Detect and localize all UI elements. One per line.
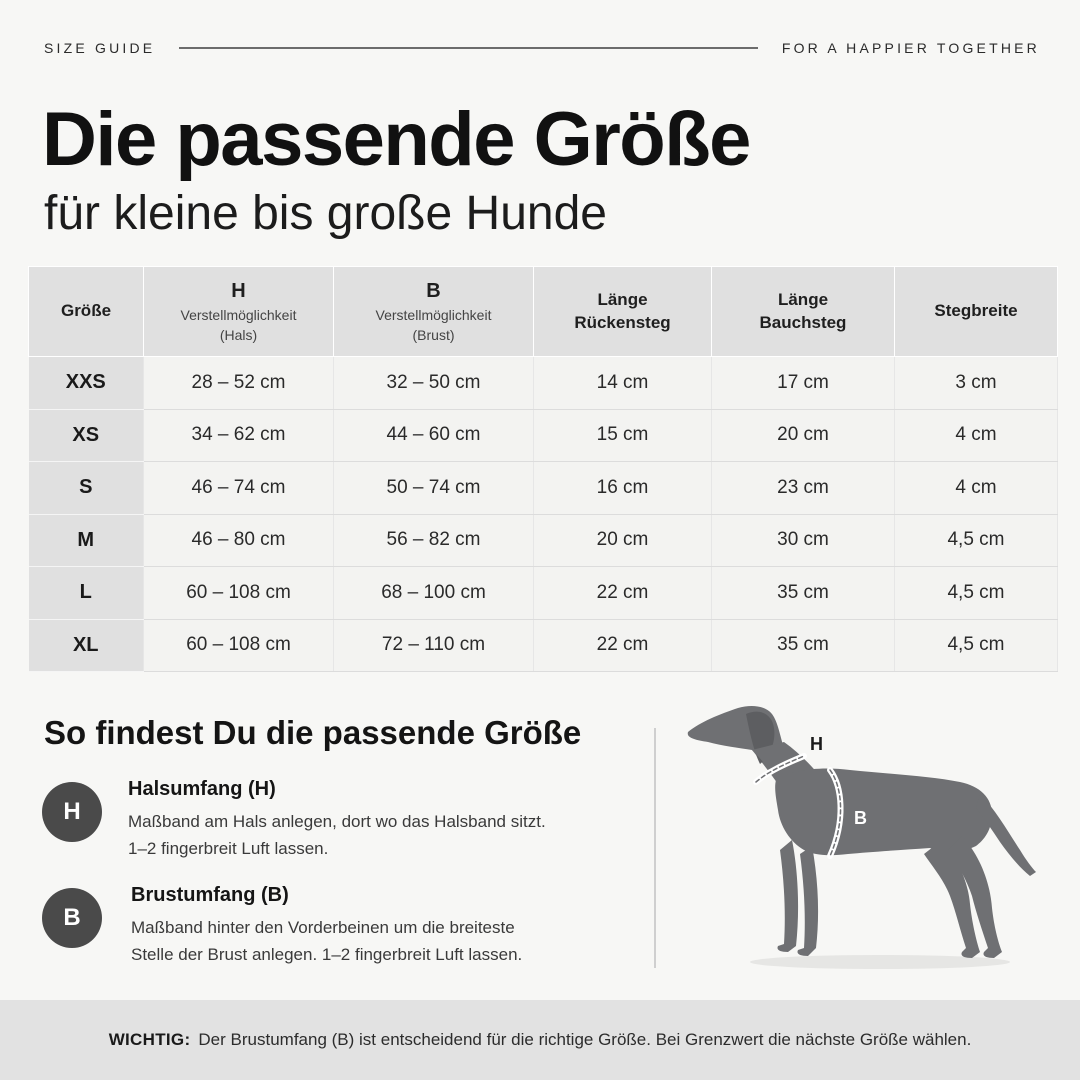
cell-belly-strap: 23 cm — [712, 462, 895, 515]
cell-back-strap: 20 cm — [534, 514, 712, 567]
header-back-strap: Länge Rückensteg — [534, 267, 712, 357]
cell-size: XS — [29, 409, 144, 462]
howto-title: So findest Du die passende Größe — [44, 714, 582, 751]
cell-back-strap: 22 cm — [534, 567, 712, 620]
section-divider — [654, 728, 656, 968]
cell-chest: 68 – 100 cm — [334, 567, 534, 620]
cell-size: L — [29, 567, 144, 620]
dog-illustration — [680, 690, 1050, 980]
size-table — [28, 266, 1058, 672]
table-header-row — [29, 267, 1058, 357]
header-divider — [179, 47, 757, 49]
dog-label-h: H — [810, 734, 823, 754]
header-neck: H Verstellmöglichkeit (Hals) — [144, 267, 334, 357]
cell-size: M — [29, 514, 144, 567]
cell-strap-width: 4,5 cm — [895, 514, 1058, 567]
step-chest-title: Brustumfang (B) — [131, 884, 289, 906]
cell-strap-width: 3 cm — [895, 357, 1058, 410]
page-title: Die passende Größe — [42, 97, 750, 182]
header-left-label: SIZE GUIDE — [44, 40, 156, 56]
table-row — [29, 462, 1058, 515]
cell-neck: 60 – 108 cm — [144, 567, 334, 620]
step-chest-description: Maßband hinter den Vorderbeinen um die breiteste Stelle der Brust anlegen. 1–2 fingerbreit Luft lassen. — [131, 918, 523, 964]
cell-strap-width: 4 cm — [895, 409, 1058, 462]
cell-chest: 44 – 60 cm — [334, 409, 534, 462]
cell-chest: 56 – 82 cm — [334, 514, 534, 567]
table-row — [29, 409, 1058, 462]
cell-neck: 34 – 62 cm — [144, 409, 334, 462]
cell-back-strap: 16 cm — [534, 462, 712, 515]
footer-label: WICHTIG: — [108, 1030, 191, 1049]
header-size: Größe — [29, 267, 144, 357]
table-row — [29, 357, 1058, 410]
table-row — [29, 514, 1058, 567]
cell-chest: 50 – 74 cm — [334, 462, 534, 515]
cell-belly-strap: 35 cm — [712, 567, 895, 620]
cell-back-strap: 14 cm — [534, 357, 712, 410]
cell-back-strap: 22 cm — [534, 619, 712, 672]
cell-strap-width: 4,5 cm — [895, 567, 1058, 620]
cell-size: S — [29, 462, 144, 515]
table-row — [29, 567, 1058, 620]
cell-size: XXS — [29, 357, 144, 410]
dog-silhouette-icon — [688, 706, 1036, 969]
cell-chest: 72 – 110 cm — [334, 619, 534, 672]
cell-back-strap: 15 cm — [534, 409, 712, 462]
header-strap-width: Stegbreite — [895, 267, 1058, 357]
top-bar — [44, 36, 1040, 60]
cell-neck: 28 – 52 cm — [144, 357, 334, 410]
cell-chest: 32 – 50 cm — [334, 357, 534, 410]
cell-strap-width: 4,5 cm — [895, 619, 1058, 672]
cell-neck: 46 – 80 cm — [144, 514, 334, 567]
cell-neck: 60 – 108 cm — [144, 619, 334, 672]
page-subtitle: für kleine bis große Hunde — [44, 187, 607, 240]
cell-size: XL — [29, 619, 144, 672]
dog-label-b: B — [854, 808, 867, 828]
cell-belly-strap: 35 cm — [712, 619, 895, 672]
cell-belly-strap: 17 cm — [712, 357, 895, 410]
table-row — [29, 619, 1058, 672]
header-chest: B Verstellmöglichkeit (Brust) — [334, 267, 534, 357]
cell-belly-strap: 20 cm — [712, 409, 895, 462]
chest-badge: B — [42, 888, 102, 948]
header-belly-strap: Länge Bauchsteg — [712, 267, 895, 357]
neck-badge: H — [42, 782, 102, 842]
footer-text: Der Brustumfang (B) ist entscheidend für die richtige Größe. Bei Grenzwert die nächste Größe wählen. — [198, 1030, 972, 1049]
footer-note — [0, 1000, 1080, 1080]
step-neck-description: Maßband am Hals anlegen, dort wo das Halsband sitzt. 1–2 fingerbreit Luft lassen. — [128, 812, 546, 858]
cell-belly-strap: 30 cm — [712, 514, 895, 567]
cell-neck: 46 – 74 cm — [144, 462, 334, 515]
header-right-label: FOR A HAPPIER TOGETHER — [781, 40, 1040, 56]
cell-strap-width: 4 cm — [895, 462, 1058, 515]
step-neck-title: Halsumfang (H) — [128, 778, 276, 800]
